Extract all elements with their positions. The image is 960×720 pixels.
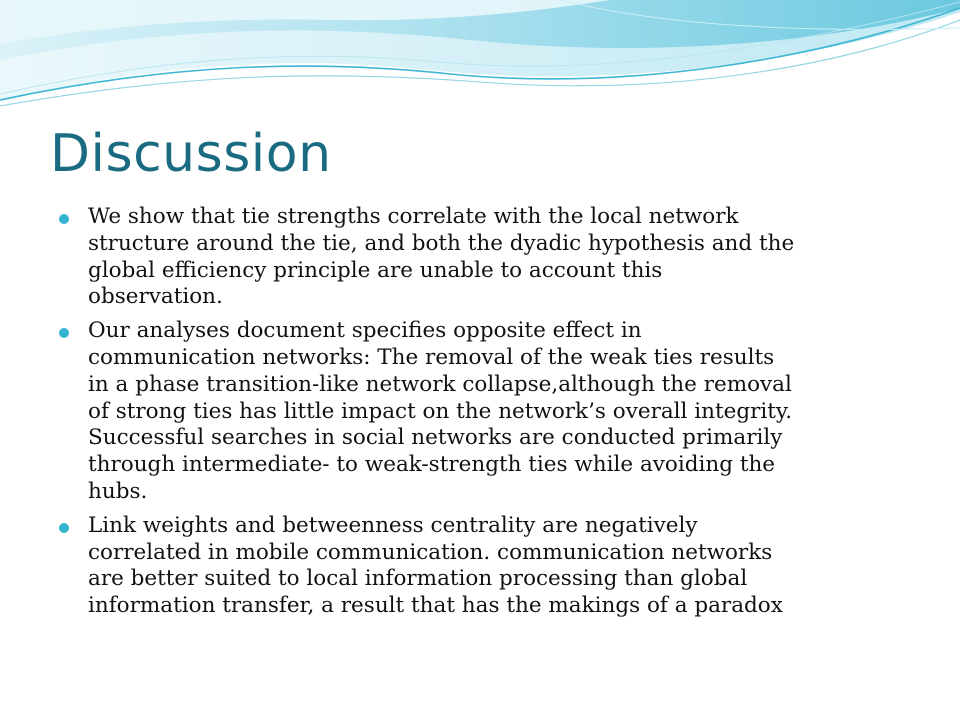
bullet-1-line-1: We show that tie strengths correlate with the local network [88, 204, 739, 229]
bullet-2-line-1: Our analyses document specifies opposite effect in [88, 318, 642, 344]
bullet-1-line-3: global efficiency principle are unable to account this [88, 257, 663, 283]
header-wave-decoration [0, 0, 960, 120]
bullet-dot-icon [59, 214, 69, 224]
bullet-2-line-6: through intermediate- to weak-strength ties while avoiding the [88, 452, 776, 478]
bullet-3-line-4: information transfer, a result that has the makings of a paradox [88, 593, 783, 619]
bullet-2-line-5: Successful searches in social networks are conducted primarily [88, 425, 783, 451]
bullet-3-line-3: are better suited to local information processing than global [88, 566, 748, 592]
bullet-3-line-2: correlated in mobile communication. communication networks [88, 539, 773, 565]
bullet-list [56, 204, 908, 627]
bullet-item-2 [56, 318, 908, 506]
bullet-dot-icon [59, 523, 69, 533]
bullet-2-line-4: of strong ties has little impact on the network’s overall integrity. [88, 398, 793, 424]
bullet-2-line-7: hubs. [88, 478, 148, 504]
bullet-item-1 [56, 204, 908, 311]
bullet-2-line-2: communication networks: The removal of the weak ties results [88, 344, 775, 370]
bullet-1-line-4: observation. [88, 284, 223, 310]
bullet-dot-icon [59, 328, 69, 338]
slide-title: Discussion [50, 124, 332, 184]
bullet-2-line-3: in a phase transition-like network collapse,although the removal [88, 371, 792, 397]
bullet-3-line-1: Link weights and betweenness centrality are negatively [88, 512, 698, 538]
bullet-1-line-2: structure around the tie, and both the dyadic hypothesis and the [88, 230, 795, 256]
bullet-item-3 [56, 513, 908, 620]
